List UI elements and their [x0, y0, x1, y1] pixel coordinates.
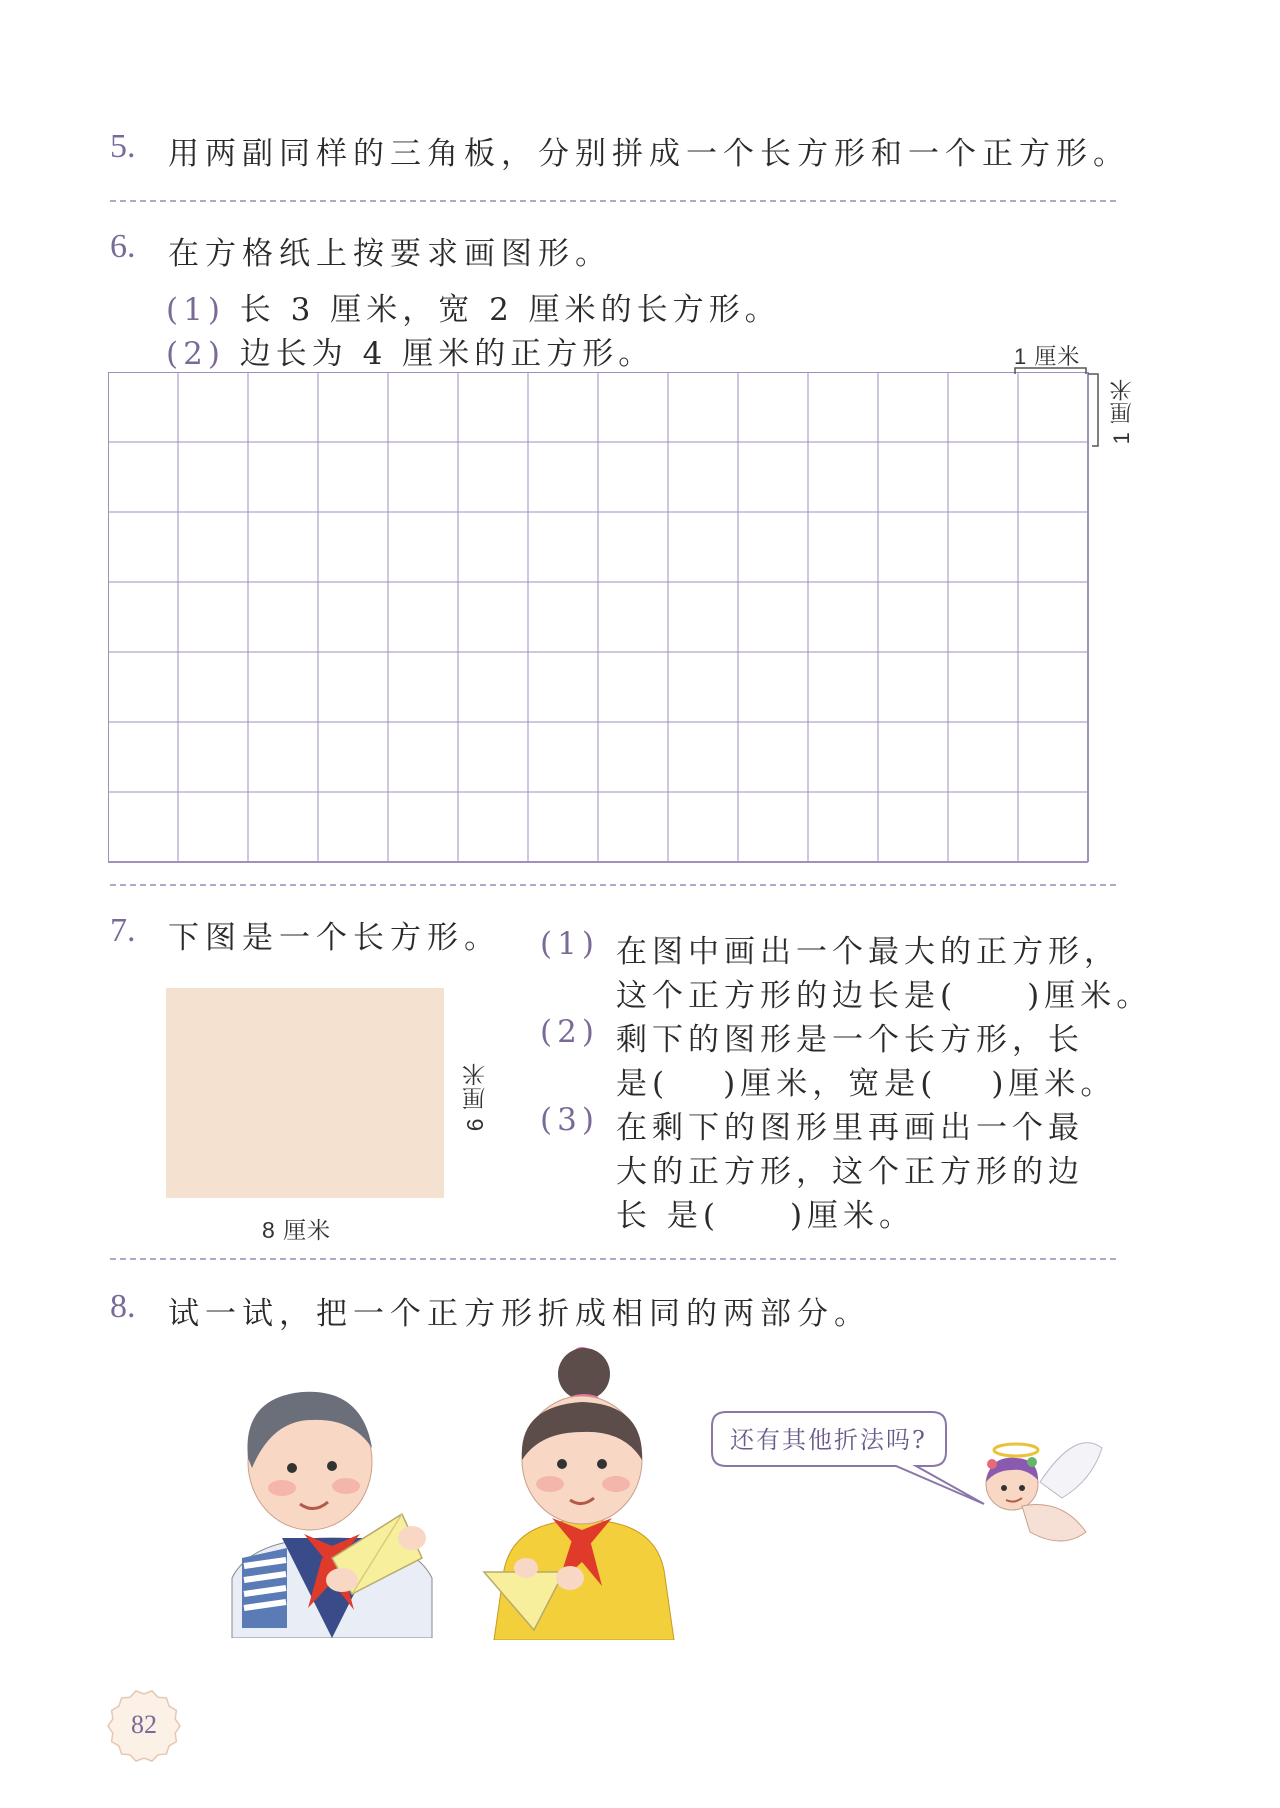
- boy-illustration: [212, 1358, 452, 1638]
- page-number: 82: [131, 1710, 157, 1739]
- q7-item-2-label: (2): [540, 1014, 599, 1050]
- separator: [110, 884, 1116, 886]
- q7-item-3-line3: 长 是( )厘米。: [616, 1198, 916, 1234]
- q7-item-1-line2: 这个正方形的边长是( )厘米。: [616, 978, 1153, 1014]
- q5-number: 5.: [110, 128, 136, 165]
- q6-text: 在方格纸上按要求画图形。: [168, 236, 612, 272]
- unit-marker: [1012, 362, 1112, 452]
- speech-text: 还有其他折法吗?: [730, 1426, 927, 1454]
- q7-item-2-line1: 剩下的图形是一个长方形，长: [616, 1022, 1084, 1058]
- q6-item-1-text: 长 3 厘米，宽 2 厘米的长方形。: [239, 292, 781, 328]
- q7-height-label: 6 厘米: [462, 1062, 488, 1132]
- q7-item-3-label: (3): [540, 1102, 599, 1138]
- q6-item-2-text: 边长为 4 厘米的正方形。: [239, 336, 655, 372]
- q7-item-3-line1: 在剩下的图形里再画出一个最: [616, 1110, 1084, 1146]
- grid-lines: [108, 372, 1088, 862]
- separator: [110, 200, 1116, 202]
- q8-number: 8.: [110, 1288, 136, 1325]
- q7-item-1-line1: 在图中画出一个最大的正方形，: [616, 934, 1120, 970]
- q7-item-2-line2: 是( )厘米，宽是( )厘米。: [616, 1066, 1117, 1102]
- q7-item-3-line2: 大的正方形，这个正方形的边: [616, 1154, 1084, 1190]
- q7-rectangle[interactable]: [166, 988, 444, 1198]
- q6-item-1: [166, 284, 781, 329]
- q7-item-1-label: (1): [540, 926, 599, 962]
- angel-illustration: [966, 1428, 1106, 1560]
- q8-text: 试一试，把一个正方形折成相同的两部分。: [168, 1296, 871, 1332]
- q6-number: 6.: [110, 228, 136, 265]
- separator: [110, 1258, 1116, 1260]
- q7-number: 7.: [110, 912, 136, 949]
- girl-illustration: [474, 1340, 704, 1640]
- q6-item-2-label: (2): [166, 336, 225, 372]
- q7-text: 下图是一个长方形。: [168, 920, 501, 956]
- q6-item-1-label: (1): [166, 292, 225, 328]
- grid-paper[interactable]: [108, 372, 1108, 868]
- unit-label-top: 1 厘米: [1014, 344, 1081, 369]
- unit-label-side: 1 厘米: [1109, 378, 1134, 445]
- q6-item-2: [166, 328, 654, 373]
- unit-bracket-side: [1088, 374, 1098, 446]
- q5-text: 用两副同样的三角板，分别拼成一个长方形和一个正方形。: [168, 136, 1130, 172]
- q7-width-label: 8 厘米: [262, 1217, 332, 1243]
